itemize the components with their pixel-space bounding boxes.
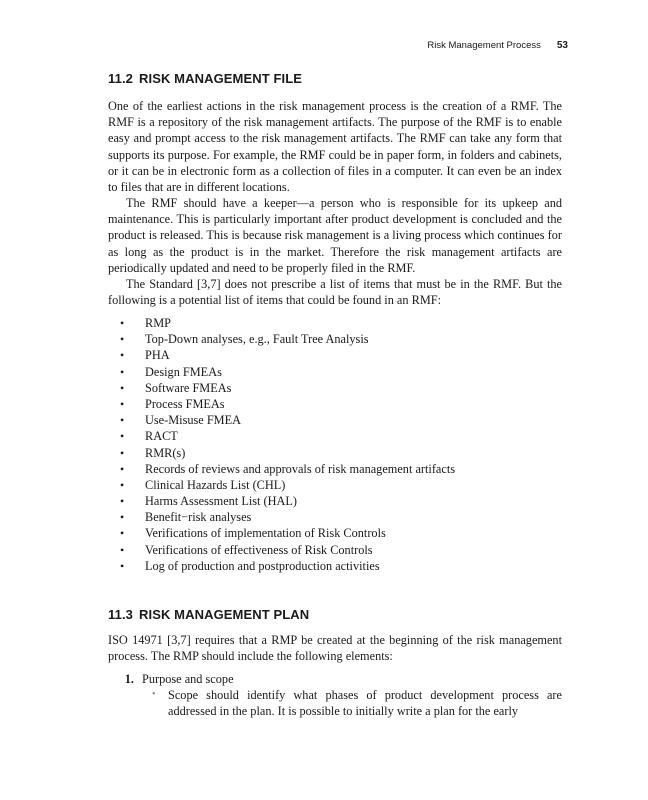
bullet-icon: •: [120, 413, 125, 428]
list-item: • Harms Assessment List (HAL): [120, 494, 297, 509]
section-number: 11.3: [108, 607, 133, 622]
list-item: • PHA: [120, 348, 170, 363]
section-number: 11.2: [108, 71, 133, 86]
bullet-icon: •: [120, 364, 125, 379]
list-item: • Verifications of implementation of Risk Controls: [120, 526, 386, 541]
list-item: • Design FMEAs: [120, 364, 222, 379]
bullet-icon: •: [120, 494, 125, 509]
list-item: • Benefit−risk analyses: [120, 510, 252, 525]
list-item: • RACT: [120, 429, 178, 444]
bullet-icon: •: [120, 461, 125, 476]
list-item: • Process FMEAs: [120, 396, 225, 411]
list-item: • RMP: [120, 316, 171, 330]
list-item: • Top-Down analyses, e.g., Fault Tree Analysis: [120, 332, 369, 347]
bullet-icon: •: [120, 445, 125, 460]
bullet-icon: •: [120, 380, 125, 395]
sub-list-item: • Scope should identify what phases of product development process are addressed in the plan. It is possible to initially write a plan for the early: [152, 688, 562, 719]
item-label: Purpose and scope: [142, 672, 234, 686]
running-head-title: Risk Management Process: [427, 40, 541, 51]
running-head: [108, 40, 568, 51]
bullet-icon: •: [120, 316, 125, 330]
paragraph-rmf-keeper: The RMF should have a keeper—a person who is responsible for its upkeep and maintenance. This is particularly important after product development is concluded and the product is released. This is because risk management is a living process which continues for as long as the product is in the market. Therefore the risk management artifacts are periodically updated and need to be properly filed in the RMF.: [108, 196, 562, 275]
bullet-icon: •: [120, 429, 125, 444]
paragraph-rmp-intro: ISO 14971 [3,7] requires that a RMP be created at the beginning of the risk management process. The RMP should include the following elements:: [108, 633, 562, 664]
list-item: • Records of reviews and approvals of risk management artifacts: [120, 461, 456, 476]
list-item: • Use-Misuse FMEA: [120, 413, 241, 428]
bullet-icon: •: [120, 510, 125, 525]
bullet-icon: •: [120, 558, 125, 573]
list-item: [108, 671, 562, 720]
bullet-icon: •: [152, 689, 156, 701]
bullet-icon: •: [120, 348, 125, 363]
list-item: • Verifications of effectiveness of Risk Controls: [120, 542, 373, 557]
section-heading-11-2: [108, 71, 302, 86]
bullet-icon: •: [120, 332, 125, 347]
paragraph-rmf-intro: One of the earliest actions in the risk management process is the creation of a RMF. The RMF is a repository of the risk management artifacts. The purpose of the RMF is to enable easy and prompt access to the risk management artifacts. The RMF can take any form that supports its purpose. For example, the RMF could be in paper form, in folders and cabinets, or it can be in electronic form as a collection of files in a computer. It can even be an index to files that are in different locations.: [108, 99, 562, 195]
section-title: RISK MANAGEMENT FILE: [139, 71, 303, 86]
rmp-elements-list: [108, 671, 562, 720]
section-title: RISK MANAGEMENT PLAN: [139, 607, 310, 622]
page-number: 53: [556, 40, 568, 51]
bullet-icon: •: [120, 526, 125, 541]
list-item: • Clinical Hazards List (CHL): [120, 477, 286, 492]
rmf-items-list: [108, 315, 548, 574]
bullet-icon: •: [120, 542, 125, 557]
section-heading-11-3: [108, 607, 309, 622]
item-number: 1.: [124, 672, 134, 686]
paragraph-rmf-list-intro: The Standard [3,7] does not prescribe a list of items that must be in the RMF. But the following is a potential list of items that could be found in an RMF:: [108, 277, 562, 308]
bullet-icon: •: [120, 396, 125, 411]
list-item: • Software FMEAs: [120, 380, 232, 395]
list-item: • RMR(s): [120, 445, 186, 460]
bullet-icon: •: [120, 477, 125, 492]
list-item: • Log of production and postproduction activities: [120, 558, 380, 573]
